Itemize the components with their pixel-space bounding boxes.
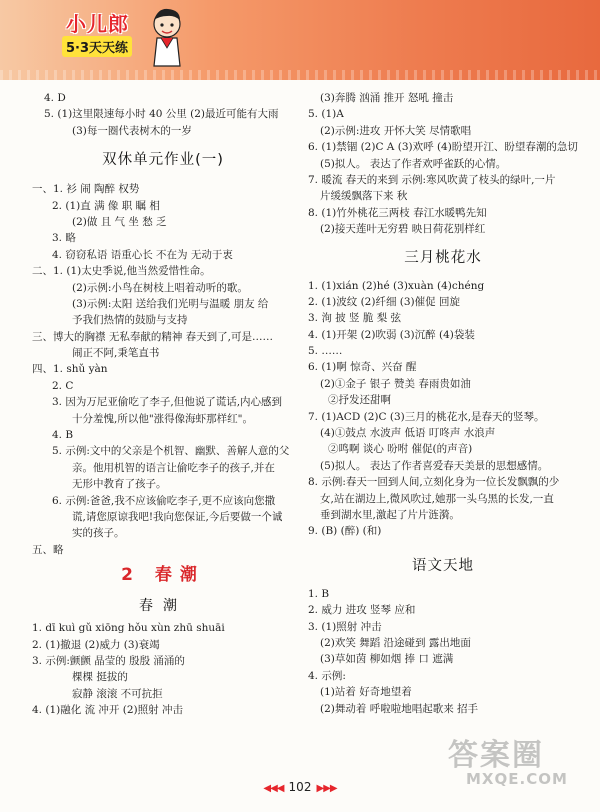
answer-line: 2. C — [52, 379, 74, 392]
answer-line: 女,站在湖边上,微风吹过,她那一头乌黑的长发,一直 — [320, 492, 554, 505]
answer-line: 3. 洵 披 竖 脆 梨 弦 — [308, 312, 402, 325]
answer-line: 十分羞愧,所以他"涨得像海虾那样红"。 — [72, 412, 253, 425]
answer-line: 2. (1)直 满 像 职 瞩 相 — [52, 199, 160, 212]
answer-line: 5. 示例:文中的父亲是个机智、幽默、善解人意的父 — [52, 445, 290, 458]
section-title: 语文天地 — [412, 557, 474, 574]
answer-line: (3)奔腾 汹涌 推开 怒吼 撞击 — [320, 92, 454, 104]
answer-line: 8. (1)竹外桃花三两枝 春江水暖鸭先知 — [308, 206, 487, 219]
mascot-boy-icon — [150, 6, 184, 70]
answer-line: 4. D — [44, 92, 66, 104]
logo-subtitle: 5·3天天练 — [62, 36, 132, 57]
answer-line: 3. 因为万尼亚偷吃了李子,但他说了谎话,内心感到 — [52, 396, 283, 409]
answer-line: 7. 暖流 春天的来到 示例:寒风吹黄了枝头的绿叶,一片 — [308, 173, 556, 186]
answer-line: 4. (1)融化 流 冲开 (2)照射 冲击 — [32, 704, 183, 717]
left-arrows-icon: ◀◀◀ — [263, 783, 284, 794]
answer-line: 寂静 滚滚 不可抗拒 — [72, 687, 163, 700]
answer-line: 闹正不阿,秉笔直书 — [72, 347, 160, 360]
answer-line: 5. (1)这里限速每小时 40 公里 (2)最近可能有大雨 — [44, 108, 279, 121]
answer-line: 1. dī kuì gǔ xiōng hǒu xùn zhū shuāi — [32, 622, 225, 635]
answer-line: 亲。他用机智的语言让偷吃李子的孩子,并在 — [72, 461, 275, 474]
left-column — [32, 90, 294, 719]
answer-line: 8. 示例:春天一回到人间,立刻化身为一位长发飘飘的少 — [308, 476, 560, 489]
answer-line: 6. 示例:爸爸,我不应该偷吃李子,更不应该向您撒 — [52, 494, 276, 507]
answer-line: 三、博大的胸襟 无私奉献的精神 春天到了,可是…… — [32, 330, 274, 343]
answer-line: 7. (1)ACD (2)C (3)三月的桃花水,是春天的竖琴。 — [308, 410, 545, 423]
answer-line: 四、1. shǔ yàn — [32, 363, 108, 376]
answer-line: 1. (1)xián (2)hé (3)xuàn (4)chéng — [308, 279, 485, 292]
answer-line: (5)拟人。 表达了作者喜爱春天美景的思想感情。 — [320, 459, 549, 472]
answer-line: ②鸣啊 谈心 吩咐 催促(的声音) — [328, 443, 473, 456]
answer-line: 棵棵 挺拔的 — [72, 671, 128, 684]
answer-line: 谎,请您原谅我吧!我向您保证,今后要做一个诚 — [72, 510, 283, 523]
answer-line: 9. (B) (醉) (和) — [308, 525, 382, 538]
answer-line: 4. 示例: — [308, 669, 346, 682]
lesson-badge: 2 春潮 — [121, 565, 205, 586]
answer-line: 6. (1)禁锢 (2)C A (3)欢呼 (4)盼望开江、盼望春潮的急切 — [308, 141, 578, 154]
answer-line: (2)示例:进攻 开怀大笑 尽情歌唱 — [320, 124, 472, 137]
answer-line: 垂到湖水里,激起了片片涟漪。 — [320, 508, 460, 521]
page-number: 102 — [288, 780, 312, 794]
answer-line: (2)做 且 气 坐 愁 乏 — [72, 215, 167, 228]
answer-line: (5)拟人。 表达了作者欢呼雀跃的心情。 — [320, 157, 507, 170]
answer-line: 片缓缓飘落下来 秋 — [320, 190, 408, 203]
answer-line: (2)舞动着 呼啦啦地唱起歌来 招手 — [320, 702, 479, 715]
answer-line: 五、略 — [32, 543, 64, 556]
lesson-title: 春潮 — [139, 598, 187, 615]
right-arrows-icon: ▶▶▶ — [316, 783, 337, 794]
watermark — [448, 730, 598, 810]
answer-line: 6. (1)啊 惊奇、兴奋 醒 — [308, 361, 417, 374]
answer-line: 3. (1)照射 冲击 — [308, 620, 382, 633]
header-band — [0, 0, 600, 80]
answer-line: 4. B — [52, 429, 74, 442]
answer-line: 4. 窃窃私语 语重心长 不在为 无动于衷 — [52, 248, 233, 261]
answer-line: 2. 威力 进攻 竖琴 应和 — [308, 604, 416, 617]
answer-line: (4)①鼓点 水波声 低语 叮咚声 水浪声 — [320, 427, 496, 440]
answer-line: 1. B — [308, 587, 330, 600]
answer-line: (3)每一圈代表树木的一岁 — [72, 124, 192, 137]
answer-line: 无形中教育了孩子。 — [72, 478, 167, 491]
answer-line: 3. 略 — [52, 232, 76, 245]
answer-line: 3. 示例:颤颤 晶莹的 殷殷 涌涌的 — [32, 654, 185, 667]
watermark-big: 答案圈 — [448, 738, 544, 773]
answer-line: (2)接天莲叶无穷碧 映日荷花别样红 — [320, 223, 486, 236]
watermark-small: MXQE.COM — [466, 770, 568, 788]
answer-line: (2)①金子 银子 赞美 春雨贵如油 — [320, 377, 471, 390]
brand-logo — [62, 6, 182, 70]
answer-line: 二、1. (1)太史季说,他当然爱惜性命。 — [32, 265, 211, 278]
logo-title: 小儿郎 — [66, 12, 129, 36]
answer-line: 2. (1)波纹 (2)纤细 (3)催促 回旋 — [308, 295, 460, 308]
answer-line: 4. (1)开架 (2)吹弱 (3)沉醉 (4)袋装 — [308, 328, 475, 341]
section-title: 双休单元作业(一) — [102, 152, 224, 169]
right-column — [308, 90, 578, 717]
answer-line: (3)示例:太阳 送给我们光明与温暖 朋友 给 — [72, 297, 269, 310]
answer-line: (2)示例:小鸟在树枝上唱着动听的歌。 — [72, 281, 248, 294]
answer-line: (1)站着 好奇地望着 — [320, 686, 412, 699]
answer-line: (2)欢笑 舞蹈 沿途碰到 露出地面 — [320, 636, 471, 649]
answer-line: 予我们热情的鼓励与支持 — [72, 314, 188, 327]
answer-line: 5. …… — [308, 345, 343, 358]
answer-line: 5. (1)A — [308, 108, 344, 121]
section-title: 三月桃花水 — [404, 249, 482, 266]
answer-line: 实的孩子。 — [72, 527, 125, 540]
page-footer — [0, 776, 600, 798]
answer-line: 2. (1)撤退 (2)威力 (3)衰竭 — [32, 638, 160, 651]
answer-line: ②抒发还甜啊 — [328, 394, 391, 407]
answer-line: (3)草如茵 柳如烟 捧 口 遮满 — [320, 653, 454, 666]
answer-line: 一、1. 衫 闹 陶醉 权势 — [32, 183, 140, 196]
